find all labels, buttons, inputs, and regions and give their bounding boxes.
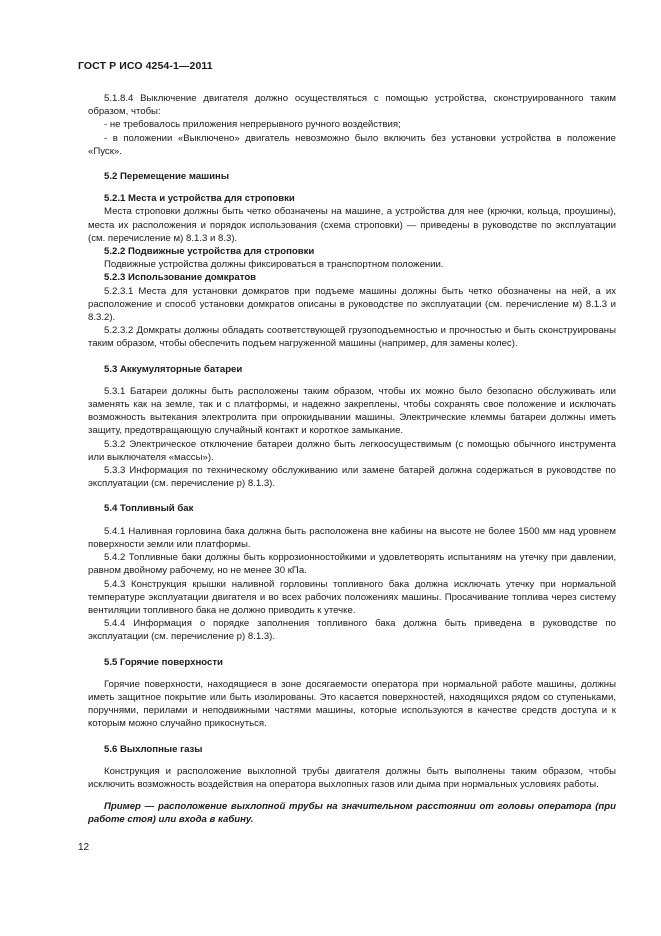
body-paragraph: 5.3.3 Информация по техническому обслуживанию или замене батарей должна содержаться в руководстве по эксплуатации (см. перечисление р) 8.1.3). — [88, 465, 616, 490]
spacer — [88, 351, 616, 363]
body-paragraph: Горячие поверхности, находящиеся в зоне досягаемости оператора при нормальной работе машины, должны иметь защитное покрытие или быть изолированы. Это касается поверхностей, находящихся рядом со ступеньками, поручнями, перилами и неподвижными частями машины, которые используются в качестве средств доступа и к которым можно случайно прикоснуться. — [88, 678, 616, 730]
body-paragraph: 5.4.1 Наливная горловина бака должна быть расположена вне кабины на высоте не более 1500 мм над уровнем поверхности земли или платформы. — [88, 525, 616, 550]
body-paragraph: 5.3.2 Электрическое отключение батареи должно быть легкоосуществимым (с помощью обычного инструмента или выключателя «массы»). — [88, 438, 616, 463]
body-paragraph: 5.1.8.4 Выключение двигателя должно осуществляться с помощью устройства, сконструированного таким образом, чтобы: — [88, 93, 616, 118]
section-heading: 5.2.1 Места и устройства для строповки — [104, 193, 295, 205]
section-heading: 5.3 Аккумуляторные батареи — [104, 363, 243, 375]
section-heading: 5.2 Перемещение машины — [104, 171, 230, 183]
spacer — [88, 669, 616, 678]
example-note: Пример — расположение выхлопной трубы на значительном расстоянии от головы оператора (при работе стоя) или входа в кабину. — [88, 801, 616, 826]
section-heading: 5.2.2 Подвижные устройства для строповки — [104, 246, 315, 258]
body-paragraph: Места строповки должны быть четко обозначены на машине, а устройства для нее (крючки, кольца, проушины), места их расположения и порядок использования (схема строповки) — приведены в руководстве по эксплуатации (см. перечисление м) 8.1.3 и 8.3). — [88, 206, 616, 244]
body-paragraph: 5.4.3 Конструкция крышки наливной горловины топливного бака должна исключать утечку при нормальной температуре эксплуатации двигателя и во всех рабочих положениях машины. Просачивание топлива через систему вентиляции топливного бака не должно приводить к утечке. — [88, 578, 616, 616]
page-number: 12 — [78, 842, 90, 853]
spacer — [88, 731, 616, 743]
page-header-standard: ГОСТ Р ИСО 4254-1—2011 — [78, 60, 213, 72]
spacer — [88, 756, 616, 765]
spacer — [88, 516, 616, 525]
body-paragraph: 5.4.2 Топливные баки должны быть коррозионностойкими и удовлетворять испытаниям на утечку при давлении, равном двойному рабочему, но не менее 30 кПа. — [88, 552, 616, 577]
spacer — [88, 490, 616, 502]
spacer — [88, 158, 616, 170]
spacer — [88, 376, 616, 385]
section-heading: 5.2.3 Использование домкратов — [104, 272, 257, 284]
body-paragraph: 5.3.1 Батареи должны быть расположены таким образом, чтобы их можно было безопасно обслуживать или заменять как на земле, так и с платформы, и надежно закреплены, чтобы сохранять свое положение и исключать возможность вытекания электролита при опрокидывании машины. Электрические клеммы батареи должны иметь защиту, предотвращающую случайный контакт и короткое замыкание. — [88, 385, 616, 437]
body-paragraph: 5.2.3.1 Места для установки домкратов при подъеме машины должны быть четко обозначены на ней, а их расположение и способ установки домкратов описаны в руководстве по эксплуатации (см. перечисление м) 8.1.3 и 8.3.2). — [88, 285, 616, 324]
body-paragraph: 5.2.3.2 Домкраты должны обладать соответствующей грузоподъемностью и прочностью и быть сконструированы таким образом, чтобы обеспечить подъем нагруженной машины (например, для замены колес). — [88, 325, 616, 350]
body-paragraph: 5.4.4 Информация о порядке заполнения топливного бака должна быть приведена в руководстве по эксплуатации (см. перечисление р) 8.1.3). — [88, 618, 616, 643]
spacer — [88, 183, 616, 192]
section-heading: 5.4 Топливный бак — [104, 503, 194, 515]
body-paragraph: Подвижные устройства должны фиксироваться в транспортном положении. — [104, 259, 444, 271]
body-paragraph: - в положении «Выключено» двигатель невозможно было включить без установки устройства в положение «Пуск». — [88, 132, 616, 157]
spacer — [88, 644, 616, 656]
body-paragraph: Конструкция и расположение выхлопной трубы двигателя должны быть выполнены таким образом, чтобы исключить возможность воздействия на оператора выхлопных газов или дыма при нормальных условиях работы. — [88, 765, 616, 790]
section-heading: 5.5 Горячие поверхности — [104, 656, 223, 668]
spacer — [88, 791, 616, 800]
section-heading: 5.6 Выхлопные газы — [104, 743, 203, 755]
page-content — [88, 92, 616, 827]
body-paragraph: - не требовалось приложения непрерывного ручного воздействия; — [104, 119, 401, 131]
